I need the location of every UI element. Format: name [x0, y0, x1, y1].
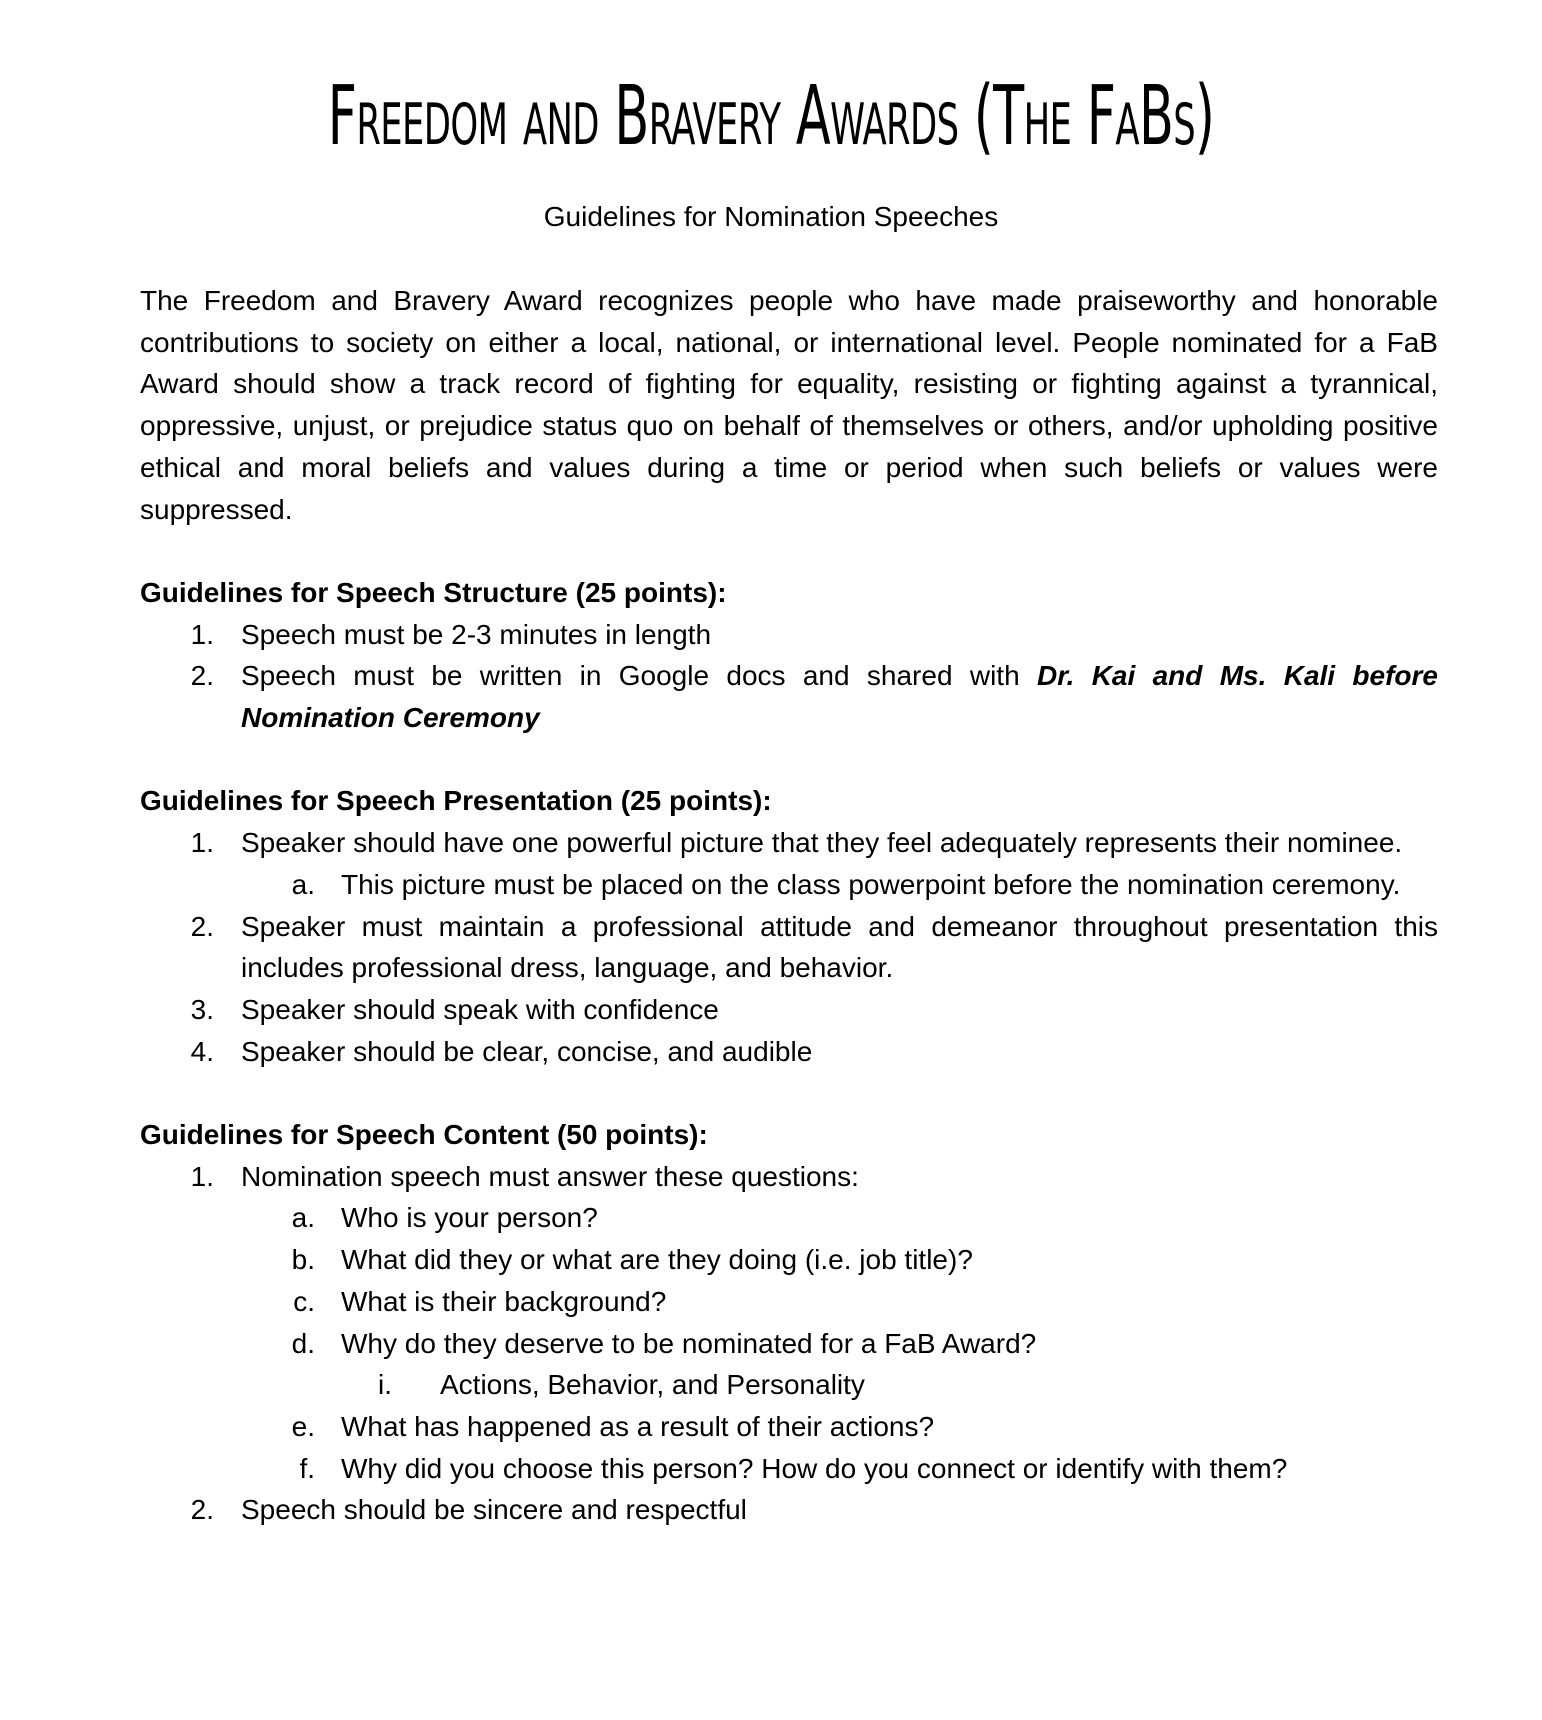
section-heading: Guidelines for Speech Content (50 points): — [140, 1119, 708, 1151]
list-marker: 1. — [190, 827, 214, 859]
list-marker: a. — [291, 1202, 315, 1234]
section-speech-presentation — [140, 780, 1438, 1072]
list-marker: e. — [291, 1410, 315, 1442]
list-item-text: Speaker should have one powerful picture that they feel adequately represents their nominee. — [241, 827, 1403, 859]
list-item-emphasis: Dr. Kai and Ms. Kali before Nomination Ceremony — [241, 660, 1438, 734]
list-item — [140, 906, 1438, 989]
section-speech-structure — [140, 572, 1438, 739]
list-item-text: Why do they deserve to be nominated for a FaB Award? — [341, 1327, 1037, 1359]
intro-paragraph: The Freedom and Bravery Award recognizes people who have made praiseworthy and honorable contributions to society on either a local, national, or international level. People nominated for a FaB Award should show a track record of fighting for equality, resisting or fighting against a tyrannical, oppressive, unjust, or prejudice status quo on behalf of themselves or others, and/or upholding positive ethical and moral beliefs and values during a time or period when such beliefs or values were suppressed. — [140, 285, 1438, 525]
list-marker: 4. — [190, 1035, 214, 1067]
list-marker: f. — [299, 1452, 315, 1484]
section-heading: Guidelines for Speech Structure (25 points): — [140, 576, 727, 608]
list-item — [140, 1197, 1438, 1239]
list-item-text: Speaker must maintain a professional attitude and demeanor throughout presentation this includes professional dress, language, and behavior. — [241, 910, 1438, 984]
list-marker: b. — [291, 1244, 315, 1276]
list-item — [140, 1239, 1438, 1281]
list-item — [140, 1156, 1438, 1198]
list-marker: 1. — [190, 618, 214, 650]
list-item-text: What is their background? — [341, 1285, 667, 1317]
list-marker: c. — [293, 1285, 315, 1317]
list-item — [140, 1031, 1438, 1073]
list-item — [140, 864, 1438, 906]
list-item — [140, 1406, 1438, 1448]
list-marker: d. — [291, 1327, 315, 1359]
list-item — [140, 1281, 1438, 1323]
section-speech-content — [140, 1114, 1438, 1531]
list-item-text: Speech should be sincere and respectful — [241, 1494, 747, 1526]
list-marker: i. — [378, 1369, 392, 1401]
list-marker: 2. — [190, 910, 214, 942]
list-item-text: Speech must be 2-3 minutes in length — [241, 618, 712, 650]
list-item — [140, 1323, 1438, 1365]
list-item-text: What has happened as a result of their actions? — [341, 1410, 935, 1442]
list-item — [140, 655, 1438, 738]
list-marker: 2. — [190, 1494, 214, 1526]
list-item-text: Why did you choose this person? How do you connect or identify with them? — [341, 1452, 1288, 1484]
list-item — [140, 989, 1438, 1031]
list-item-text: What did they or what are they doing (i.e. job title)? — [341, 1244, 973, 1276]
list-item-text: Nomination speech must answer these questions: — [241, 1160, 859, 1192]
list-item-text: Speech must be written in Google docs and shared with — [241, 660, 1037, 692]
list-item — [140, 822, 1438, 864]
document-body — [140, 280, 1438, 1531]
section-heading: Guidelines for Speech Presentation (25 points): — [140, 785, 772, 817]
list-item-text: This picture must be placed on the class powerpoint before the nomination ceremony. — [341, 868, 1401, 900]
list-item — [140, 1364, 1438, 1406]
document-title: Freedom and Bravery Awards (The FaBs) — [327, 69, 1215, 164]
list-marker: 2. — [190, 660, 214, 692]
list-item-text: Speaker should speak with confidence — [241, 993, 719, 1025]
list-item-text: Speaker should be clear, concise, and audible — [241, 1035, 813, 1067]
list-item-text: Actions, Behavior, and Personality — [440, 1369, 865, 1401]
list-marker: a. — [291, 868, 315, 900]
list-marker: 3. — [190, 993, 214, 1025]
list-item — [140, 614, 1438, 656]
list-item-text: Who is your person? — [341, 1202, 598, 1234]
list-item — [140, 1448, 1438, 1490]
list-marker: 1. — [190, 1160, 214, 1192]
document-subtitle: Guidelines for Nomination Speeches — [543, 201, 999, 232]
list-item — [140, 1489, 1438, 1531]
